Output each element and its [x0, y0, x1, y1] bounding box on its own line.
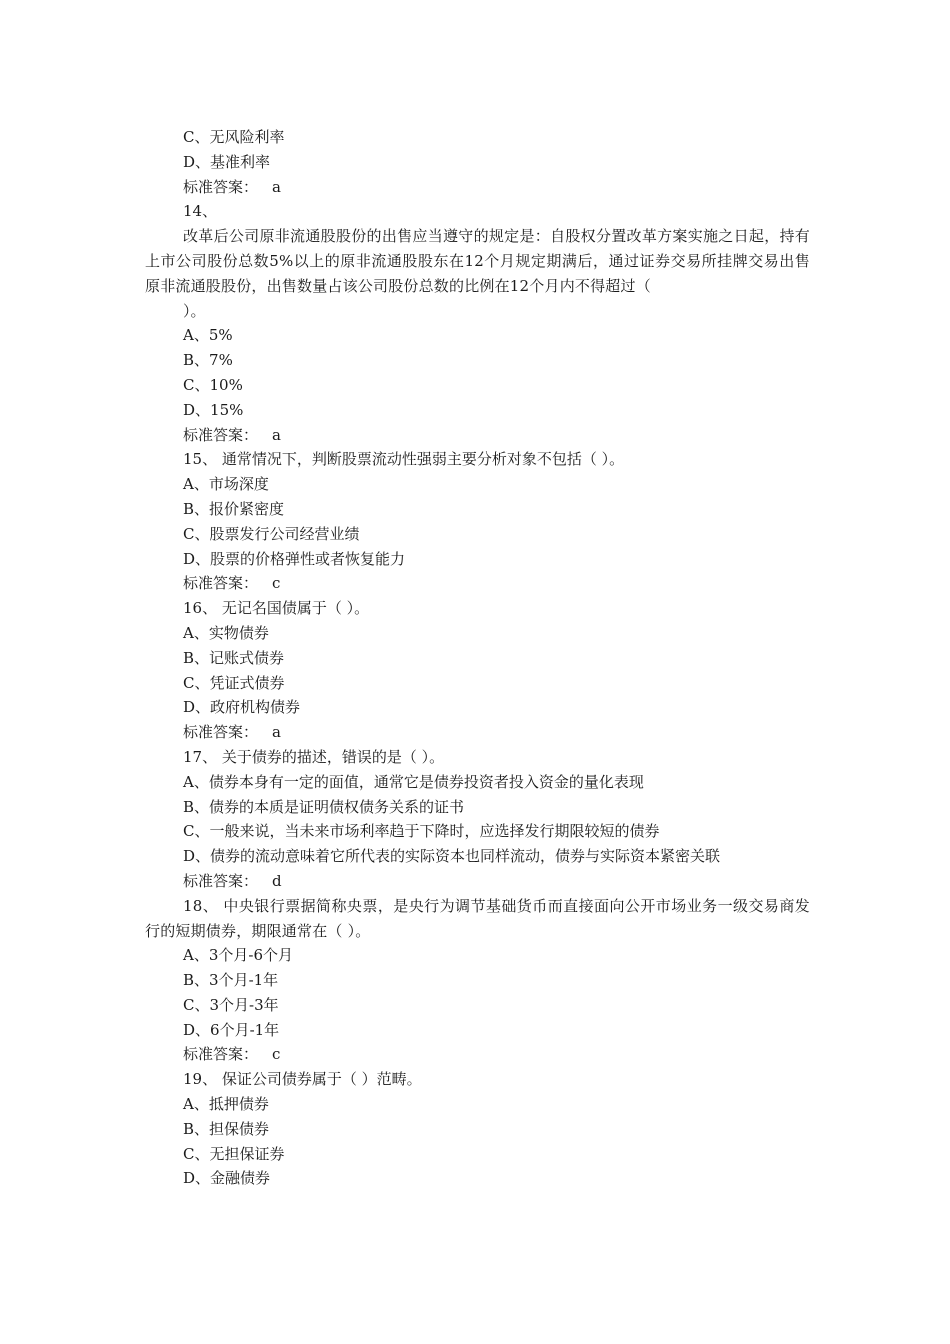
question-text-end: ）。	[183, 301, 206, 320]
option-line: C、无担保证券	[183, 1144, 285, 1163]
option-line: D、6个月-1年	[183, 1020, 280, 1039]
answer-value: a	[272, 177, 281, 196]
option-line: C、凭证式债券	[183, 673, 285, 692]
answer-label: 标准答案：	[183, 1045, 259, 1064]
answer-label: 标准答案：	[183, 425, 259, 444]
answer-value: a	[272, 425, 281, 444]
question-text: 改革后公司原非流通股股份的出售应当遵守的规定是：自股权分置改革方案实施之日起，持有上市公司股份总数5%以上的原非流通股股东在12个月规定期满后，通过证券交易所挂牌交易出售原非流通股股份，出售数量占该公司股份总数的比例在12个月内不得超过（	[145, 227, 810, 295]
answer-value: c	[272, 574, 281, 593]
document-body	[145, 125, 810, 1191]
answer-line	[145, 175, 810, 200]
answer-line	[145, 720, 810, 745]
question-text: 18、 中央银行票据简称央票，是央行为调节基础货币而直接面向公开市场业务一级交易商发行的短期债券，期限通常在（ ）。	[145, 896, 810, 940]
question-line: 19、 保证公司债券属于（ ）范畴。	[183, 1070, 422, 1089]
option-line: D、15%	[183, 400, 244, 419]
question-line: 17、 关于债券的描述，错误的是（ ）。	[183, 747, 445, 766]
answer-value: d	[272, 871, 282, 890]
option-line: A、债券本身有一定的面值，通常它是债券投资者投入资金的量化表现	[183, 772, 644, 791]
answer-label: 标准答案：	[183, 574, 259, 593]
answer-label: 标准答案：	[183, 871, 259, 890]
question-line: 15、 通常情况下，判断股票流动性强弱主要分析对象不包括（ ）。	[183, 450, 625, 469]
answer-value: a	[272, 723, 281, 742]
option-line: A、3个月-6个月	[183, 946, 293, 965]
option-line: C、3个月-3年	[183, 995, 279, 1014]
option-line: C、无风险利率	[183, 128, 285, 146]
option-line: B、报价紧密度	[183, 499, 285, 518]
option-line: A、抵押债券	[183, 1095, 269, 1114]
option-line: B、3个月-1年	[183, 971, 279, 990]
option-line: C、股票发行公司经营业绩	[183, 524, 360, 543]
option-line: D、基准利率	[183, 152, 271, 171]
option-line: D、债券的流动意味着它所代表的实际资本也同样流动，债券与实际资本紧密关联	[183, 847, 721, 866]
option-line: B、担保债券	[183, 1119, 270, 1138]
answer-line	[145, 869, 810, 894]
option-line: B、7%	[183, 351, 233, 370]
option-line: B、债券的本质是证明债权债务关系的证书	[183, 797, 465, 816]
question-number: 14、	[183, 202, 218, 221]
option-line: D、政府机构债券	[183, 698, 301, 717]
option-line: C、一般来说，当未来市场利率趋于下降时，应选择发行期限较短的债券	[183, 822, 660, 841]
answer-line	[145, 423, 810, 448]
option-line: A、市场深度	[183, 475, 269, 494]
answer-value: c	[272, 1045, 281, 1064]
option-line: D、金融债券	[183, 1169, 271, 1188]
answer-label: 标准答案：	[183, 177, 259, 196]
answer-line	[145, 1042, 810, 1067]
option-line: C、10%	[183, 375, 243, 394]
answer-label: 标准答案：	[183, 723, 259, 742]
option-line: A、实物债券	[183, 623, 269, 642]
question-line: 16、 无记名国债属于（ ）。	[183, 599, 370, 618]
answer-line	[145, 571, 810, 596]
option-line: D、股票的价格弹性或者恢复能力	[183, 549, 406, 568]
option-line: A、5%	[183, 326, 233, 345]
option-line: B、记账式债券	[183, 648, 285, 667]
